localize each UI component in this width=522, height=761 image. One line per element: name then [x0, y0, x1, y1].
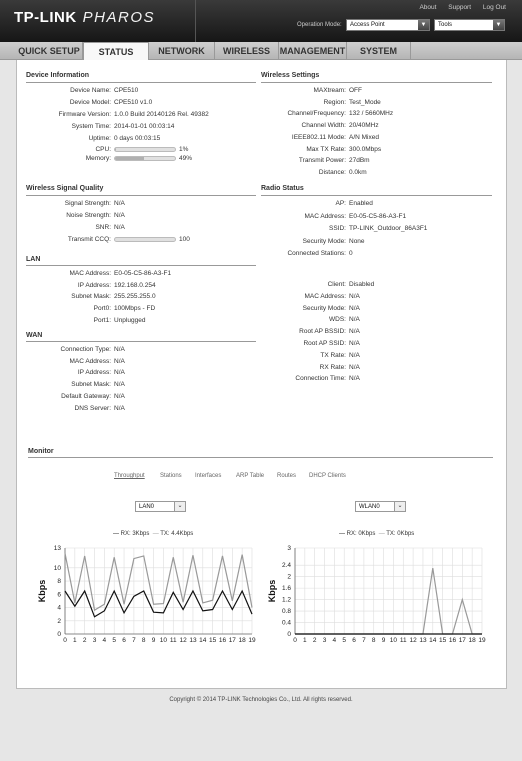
row-value: CPE510 v1.0	[114, 99, 153, 106]
info-row	[0, 200, 522, 209]
row-value: 27dBm	[349, 157, 370, 165]
wan-title: WAN	[26, 332, 43, 339]
chevron-down-icon: ⌄	[174, 502, 185, 511]
row-label: SNR:	[95, 224, 111, 231]
chevron-down-icon: ▼	[493, 20, 504, 30]
row-label: Connected Stations:	[287, 250, 346, 257]
row-value: N/A	[114, 224, 125, 231]
info-row	[0, 270, 522, 279]
row-value: N/A	[114, 357, 125, 365]
y-tick-label: 6	[57, 591, 61, 599]
x-tick-label: 14	[429, 637, 437, 644]
info-row	[0, 305, 522, 314]
legend-line-swatch: —	[339, 531, 345, 537]
row-label: Root AP BSSID:	[299, 328, 346, 336]
copyright-footer: Copyright © 2014 TP-LINK Technologies Co., Ltd. All rights reserved.	[169, 697, 353, 703]
info-row	[0, 293, 522, 302]
row-value: 20/40MHz	[349, 122, 379, 130]
row-value: N/A	[349, 316, 360, 324]
x-tick-label: 11	[399, 637, 407, 644]
x-tick-label: 15	[439, 637, 447, 644]
info-row	[0, 134, 522, 143]
lan-interface-select[interactable]	[135, 501, 186, 512]
top-header	[0, 0, 522, 42]
x-tick-label: 8	[371, 637, 376, 644]
row-value: Disabled	[349, 281, 375, 288]
x-tick-label: 4	[332, 637, 337, 644]
y-tick-label: 0.4	[281, 619, 291, 627]
main-tab-bar	[0, 42, 522, 60]
tab-throughput[interactable]: Throughput	[114, 473, 145, 479]
row-value: 0	[349, 250, 353, 257]
logo-subtext: PHAROS	[82, 9, 156, 26]
ccq-label: Transmit CCQ:	[67, 236, 111, 243]
lan-select-value: LAN0	[139, 504, 155, 510]
x-tick-label: 0	[63, 637, 67, 644]
x-tick-label: 5	[342, 637, 347, 644]
wlan-interface-select[interactable]	[355, 501, 406, 512]
row-value: N/A	[349, 351, 360, 359]
y-tick-label: 3	[287, 545, 291, 552]
info-row	[0, 358, 522, 367]
y-tick-label: 10	[53, 564, 61, 572]
signal-quality-title: Wireless Signal Quality	[26, 185, 104, 192]
info-row	[0, 393, 522, 402]
row-label: IP Address:	[77, 281, 111, 289]
info-row	[0, 213, 522, 222]
row-value: N/A	[114, 369, 125, 377]
chevron-down-icon: ⌄	[394, 502, 405, 511]
lan-throughput-chart	[20, 540, 260, 650]
info-row	[0, 369, 522, 378]
series-line-tx	[295, 568, 482, 634]
row-value: N/A	[349, 292, 360, 300]
row-value: 0 days 00:03:15	[114, 135, 161, 142]
row-value: 255.255.255.0	[114, 293, 156, 301]
y-axis-label: Kbps	[267, 579, 277, 603]
y-axis-label: Kbps	[37, 579, 47, 603]
x-tick-label: 2	[312, 637, 317, 644]
tab-dhcp-clients[interactable]: DHCP Clients	[309, 473, 346, 479]
divider	[26, 82, 256, 83]
row-label: SSID:	[329, 225, 346, 232]
row-value: 132 / 5660MHz	[349, 110, 394, 118]
row-label: Client:	[327, 281, 346, 288]
tp-link-logo	[14, 9, 155, 26]
x-tick-label: 16	[218, 637, 227, 644]
tab-management[interactable]: MANAGEMENT	[279, 42, 347, 60]
row-value: N/A	[114, 381, 125, 389]
row-value: Enabled	[349, 200, 373, 207]
row-value: Unplugged	[114, 316, 146, 324]
row-label: Signal Strength:	[64, 200, 111, 207]
row-label: MAC Address:	[69, 357, 111, 365]
legend-line-swatch: —	[378, 531, 385, 537]
row-value: 300.0Mbps	[349, 145, 382, 153]
wireless-settings-title: Wireless Settings	[261, 72, 320, 79]
row-value: E0-05-C5-86-A3-F1	[349, 212, 407, 220]
info-row	[0, 146, 522, 155]
row-value: E0-05-C5-86-A3-F1	[114, 270, 172, 277]
row-value: N/A	[349, 363, 360, 371]
x-tick-label: 12	[409, 637, 417, 644]
x-tick-label: 1	[73, 637, 77, 644]
x-tick-label: 3	[92, 637, 97, 644]
cpu-value: 1%	[179, 146, 189, 153]
x-tick-label: 6	[352, 637, 356, 644]
memory-value: 49%	[179, 155, 193, 162]
row-label: Default Gateway:	[61, 392, 111, 400]
row-label: Channel Width:	[301, 122, 346, 130]
tab-wireless[interactable]: WIRELESS	[215, 42, 279, 60]
x-tick-label: 19	[248, 637, 256, 644]
divider	[261, 195, 492, 196]
row-label: System Time:	[71, 123, 111, 130]
x-tick-label: 19	[478, 637, 486, 644]
x-tick-label: 8	[141, 637, 146, 644]
row-label: MAC Address:	[69, 270, 111, 277]
x-tick-label: 14	[199, 637, 207, 644]
x-tick-label: 17	[458, 637, 466, 644]
row-value: N/A	[349, 304, 360, 312]
row-label: Noise Strength:	[66, 212, 111, 219]
row-value: 1.0.0 Build 20140126 Rel. 49382	[114, 111, 209, 118]
row-label: Security Mode:	[302, 237, 346, 245]
divider	[26, 265, 256, 266]
row-label: MAC Address:	[304, 212, 346, 220]
y-tick-label: 2	[57, 617, 61, 625]
y-tick-label: 4	[57, 604, 61, 612]
row-label: Connection Time:	[295, 375, 346, 383]
tab-system[interactable]: SYSTEM	[347, 42, 411, 60]
row-value: OFF	[349, 87, 362, 94]
tab-interfaces[interactable]: Interfaces	[195, 473, 222, 479]
row-label: Port0:	[93, 305, 111, 313]
row-label: Connection Type:	[60, 346, 111, 353]
wlan-select-value: WLAN0	[359, 504, 380, 510]
row-label: IEEE802.11 Mode:	[291, 133, 346, 141]
info-row	[0, 381, 522, 390]
memory-label: Memory:	[85, 155, 111, 162]
row-value: N/A	[114, 212, 125, 219]
x-tick-label: 7	[362, 637, 366, 644]
chart1-legend	[113, 531, 193, 537]
legend-line-swatch: —	[152, 531, 159, 537]
x-tick-label: 18	[238, 637, 246, 644]
row-label: Security Mode:	[302, 304, 346, 312]
row-label: Subnet Mask:	[71, 381, 111, 389]
row-value: N/A	[349, 328, 360, 336]
y-tick-label: 2	[287, 573, 291, 581]
info-row	[0, 225, 522, 234]
row-value: None	[349, 237, 365, 245]
row-label: Firmware Version:	[58, 111, 111, 118]
divider	[26, 341, 256, 342]
tab-stations[interactable]: Stations	[160, 473, 182, 479]
row-label: Device Model:	[69, 99, 111, 106]
row-value: 2014-01-01 00:03:14	[114, 123, 175, 130]
row-label: MAXtream:	[313, 87, 346, 94]
row-value: TP-LINK_Outdoor_86A3F1	[349, 225, 428, 232]
ccq-value: 100	[179, 236, 190, 243]
info-row	[0, 328, 522, 337]
x-tick-label: 13	[189, 637, 197, 644]
tx-legend: TX: 0Kbps	[386, 531, 415, 537]
info-row	[0, 238, 522, 247]
row-label: IP Address:	[77, 369, 111, 377]
tools-value: Tools	[438, 22, 453, 28]
info-row	[0, 122, 522, 131]
info-row	[0, 87, 522, 96]
x-tick-label: 18	[468, 637, 476, 644]
info-row	[0, 317, 522, 326]
x-tick-label: 11	[169, 637, 177, 644]
x-tick-label: 3	[322, 637, 327, 644]
rx-legend: RX: 3Kbps	[120, 531, 150, 537]
row-value: 0.0km	[349, 168, 367, 176]
chart2-legend	[339, 531, 414, 537]
row-value: N/A	[114, 346, 125, 353]
row-label: MAC Address:	[304, 292, 346, 300]
info-row	[0, 110, 522, 119]
operation-mode-label: Operation Mode:	[297, 22, 342, 28]
x-tick-label: 9	[381, 637, 386, 644]
row-label: RX Rate:	[319, 363, 346, 371]
x-tick-label: 2	[82, 637, 87, 644]
cpu-label: CPU:	[95, 146, 111, 153]
series-line-tx	[65, 553, 252, 610]
info-row	[0, 346, 522, 355]
x-tick-label: 16	[448, 637, 457, 644]
x-tick-label: 5	[112, 637, 117, 644]
info-row	[0, 405, 522, 414]
y-tick-label: 1.2	[281, 596, 291, 604]
row-label: Region:	[323, 98, 346, 106]
info-row	[0, 282, 522, 291]
divider	[261, 82, 492, 83]
info-row	[0, 157, 522, 166]
row-value: N/A	[114, 404, 125, 412]
tab-network[interactable]: NETWORK	[149, 42, 215, 60]
x-tick-label: 9	[151, 637, 156, 644]
tab-quick-setup[interactable]: QUICK SETUP	[16, 42, 83, 60]
x-tick-label: 7	[132, 637, 136, 644]
y-tick-label: 8	[57, 578, 61, 586]
x-tick-label: 15	[209, 637, 217, 644]
row-value: A/N Mixed	[349, 133, 379, 141]
row-label: Uptime:	[88, 135, 111, 142]
lan-title: LAN	[26, 256, 41, 263]
x-tick-label: 12	[179, 637, 187, 644]
row-value: N/A	[349, 375, 360, 383]
divider	[28, 457, 493, 458]
logout-link[interactable]: Log Out	[482, 4, 506, 11]
x-tick-label: 10	[159, 637, 168, 644]
row-value: 100Mbps - FD	[114, 305, 156, 313]
tools-select[interactable]	[434, 19, 505, 31]
operation-mode-value: Access Point	[350, 22, 385, 28]
row-label: AP:	[335, 200, 346, 207]
rx-legend: RX: 0Kbps	[346, 531, 376, 537]
row-label: Device Name:	[70, 87, 111, 94]
logo-text: TP-LINK	[14, 9, 77, 26]
tab-routes[interactable]: Routes	[277, 473, 297, 479]
x-tick-label: 6	[122, 637, 126, 644]
y-tick-label: 0	[287, 631, 291, 638]
monitor-title: Monitor	[28, 448, 54, 455]
divider	[26, 195, 256, 196]
device-info-title: Device Information	[26, 72, 90, 79]
x-tick-label: 1	[303, 637, 307, 644]
tab-status[interactable]: STATUS	[83, 42, 149, 61]
legend-line-swatch: —	[113, 531, 119, 537]
row-value: N/A	[114, 392, 125, 400]
x-tick-label: 13	[419, 637, 427, 644]
row-label: Subnet Mask:	[71, 293, 111, 301]
radio-status-title: Radio Status	[261, 185, 304, 192]
x-tick-label: 17	[228, 637, 236, 644]
y-tick-label: 0.8	[281, 608, 291, 616]
row-label: Root AP SSID:	[303, 340, 346, 347]
header-divider	[195, 0, 196, 42]
row-value: N/A	[349, 340, 360, 347]
info-row	[0, 250, 522, 259]
row-label: WDS:	[329, 316, 346, 324]
row-value: CPE510	[114, 87, 139, 94]
operation-mode-select[interactable]	[346, 19, 430, 31]
top-links	[409, 4, 506, 11]
about-link[interactable]: About	[419, 4, 437, 11]
row-label: Max TX Rate:	[306, 145, 346, 153]
y-tick-label: 1.6	[281, 585, 291, 593]
info-row	[0, 169, 522, 178]
y-tick-label: 13	[53, 545, 61, 552]
row-label: TX Rate:	[320, 351, 346, 359]
row-value: 192.168.0.254	[114, 281, 156, 289]
row-value: Test_Mode	[349, 98, 381, 106]
row-label: Transmit Power:	[298, 157, 346, 165]
tx-legend: TX: 4.4Kbps	[160, 531, 194, 537]
chevron-down-icon: ▼	[418, 20, 429, 30]
tab-arp-table[interactable]: ARP Table	[236, 473, 265, 479]
y-tick-label: 0	[57, 631, 61, 638]
support-link[interactable]: Support	[448, 4, 472, 11]
row-value: N/A	[114, 200, 125, 207]
row-label: DNS Server:	[74, 404, 111, 412]
wlan-throughput-chart	[250, 540, 490, 650]
x-tick-label: 10	[389, 637, 398, 644]
row-label: Port1:	[93, 316, 111, 324]
row-label: Distance:	[318, 168, 346, 176]
row-label: Channel/Frequency:	[287, 110, 346, 118]
y-tick-label: 2.4	[281, 562, 291, 570]
info-row	[0, 99, 522, 108]
x-tick-label: 4	[102, 637, 107, 644]
x-tick-label: 0	[293, 637, 297, 644]
